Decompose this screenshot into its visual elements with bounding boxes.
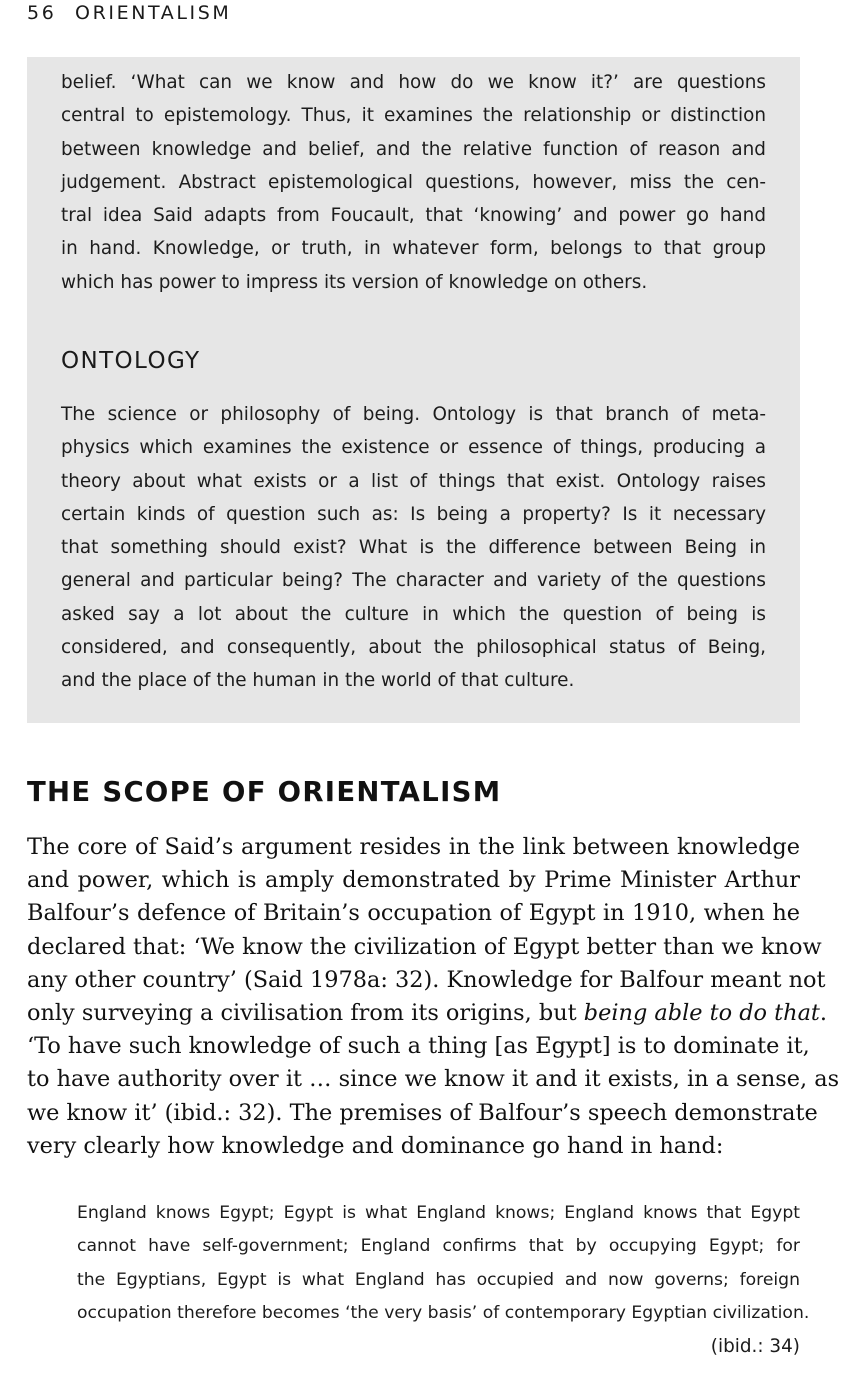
text-line: that something should exist? What is the difference between Being in <box>61 537 766 559</box>
text-line: any other country’ (Said 1978a: 32). Knowledge for Balfour meant not <box>27 966 826 993</box>
text-line <box>27 997 828 1030</box>
running-head <box>27 2 231 24</box>
text-line: and the place of the human in the world of that culture. <box>61 670 575 692</box>
block-quote <box>77 1197 810 1363</box>
text-line: theory about what exists or a list of things that exist. Ontology raises <box>61 470 766 492</box>
text-line: general and particular being? The character and variety of the questions <box>61 570 766 592</box>
text-line: belief. ‘What can we know and how do we know it?’ are questions <box>61 72 766 93</box>
text-line: The science or philosophy of being. Ontology is that branch of meta- <box>61 404 766 425</box>
page-number: 56 <box>27 2 57 24</box>
text-line: in hand. Knowledge, or truth, in whatever form, belongs to that group <box>61 238 766 260</box>
text-line: The core of Said’s argument resides in the link between knowledge <box>27 834 800 860</box>
section-heading: THE SCOPE OF ORIENTALISM <box>27 776 502 808</box>
quote-citation: (ibid.: 34) <box>710 1336 800 1358</box>
quote-line: cannot have self-government; England confirms that by occupying Egypt; for <box>77 1236 800 1257</box>
text-line: and power, which is amply demonstrated by Prime Minister Arthur <box>27 867 800 894</box>
text-line: certain kinds of question such as: Is being a property? Is it necessary <box>61 503 766 525</box>
quote-line: England knows Egypt; Egypt is what England knows; England knows that Egypt <box>77 1203 800 1223</box>
text-line: judgement. Abstract epistemological questions, however, miss the cen- <box>61 171 766 193</box>
quote-line: the Egyptians, Egypt is what England has occupied and now governs; foreign <box>77 1269 800 1290</box>
text-line: to have authority over it … since we know it and it exists, in a sense, as <box>27 1066 840 1093</box>
text-line: between knowledge and belief, and the relative function of reason and <box>61 138 766 160</box>
ontology-heading: ONTOLOGY <box>61 348 201 374</box>
text-line: considered, and consequently, about the philosophical status of Being, <box>61 637 766 659</box>
glossary-box <box>27 57 800 723</box>
text-line: we know it’ (ibid.: 32). The premises of Balfour’s speech demonstrate <box>27 1099 818 1126</box>
text-line: central to epistemology. Thus, it examines the relationship or distinction <box>61 105 766 127</box>
text-segment: . <box>819 999 828 1026</box>
text-line: very clearly how knowledge and dominance go hand in hand: <box>27 1132 724 1159</box>
text-line: physics which examines the existence or essence of things, producing a <box>61 437 766 459</box>
text-line: tral idea Said adapts from Foucault, that ‘knowing’ and power go hand <box>61 205 766 227</box>
emphasis-text: being able to do that <box>583 999 820 1026</box>
text-segment: only surveying a civilisation from its origins, but <box>27 999 577 1026</box>
ontology-definition <box>61 398 766 698</box>
text-line: asked say a lot about the culture in which the question of being is <box>61 603 766 625</box>
text-line: which has power to impress its version of knowledge on others. <box>61 271 648 293</box>
quote-line: occupation therefore becomes ‘the very basis’ of contemporary Egyptian civilization. <box>77 1302 810 1323</box>
text-line: Balfour’s defence of Britain’s occupation of Egypt in 1910, when he <box>27 900 800 927</box>
text-line: ‘To have such knowledge of such a thing [as Egypt] is to dominate it, <box>27 1033 810 1060</box>
running-title: ORIENTALISM <box>75 2 232 24</box>
body-paragraph <box>27 831 840 1163</box>
text-line: declared that: ‘We know the civilization of Egypt better than we know <box>27 933 822 960</box>
epistemology-continuation <box>61 66 766 299</box>
